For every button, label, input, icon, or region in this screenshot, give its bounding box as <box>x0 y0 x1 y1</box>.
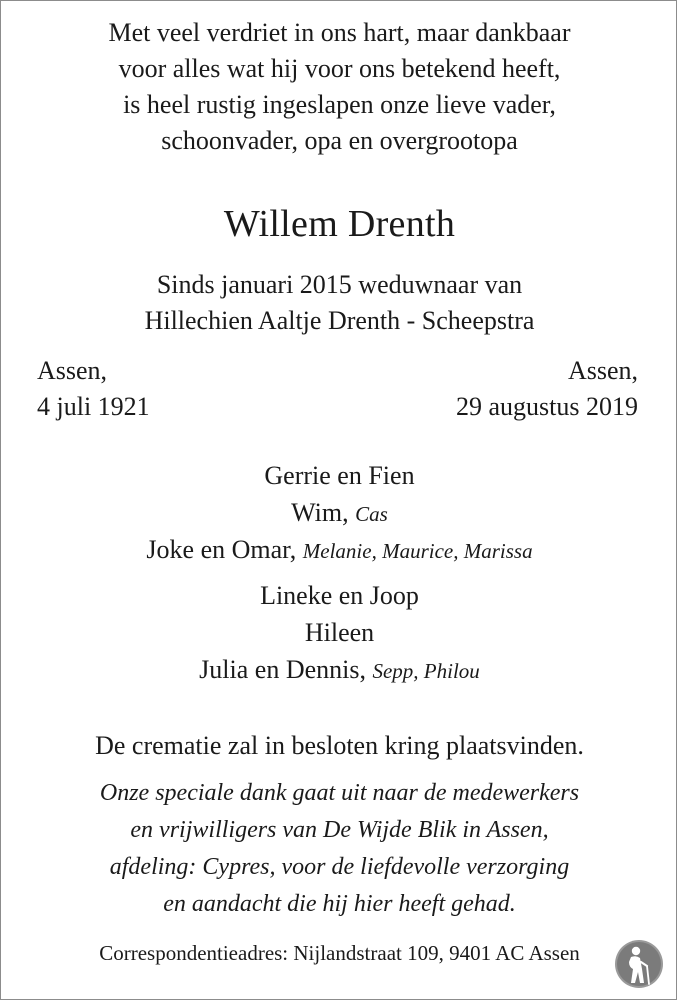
cremation-notice: De crematie zal in besloten kring plaatsvinden. <box>95 731 584 760</box>
elderly-person-with-cane-icon <box>614 939 664 989</box>
correspondence-address: Correspondentieadres: Nijlandstraat 109, 9401 AC Assen <box>99 941 580 965</box>
birth-place: Assen, <box>37 356 108 385</box>
family-member: Lineke en Joop <box>260 581 419 610</box>
family-line <box>1 460 677 492</box>
family-member: Julia en Dennis, <box>199 655 366 684</box>
family-line <box>1 497 677 530</box>
family-member: Joke en Omar, <box>146 535 297 564</box>
family-line <box>1 534 677 567</box>
intro-line: schoonvader, opa en overgrootopa <box>161 126 518 155</box>
thanks-line: afdeling: Cypres, voor de liefdevolle verzorging <box>109 854 570 880</box>
grandchildren: Sepp, Philou <box>372 659 480 683</box>
intro-line: is heel rustig ingeslapen onze lieve vader, <box>123 90 556 119</box>
grandchildren: Melanie, Maurice, Marissa <box>302 539 533 563</box>
thanks-line: en vrijwilligers van De Wijde Blik in Assen, <box>130 817 549 843</box>
intro-line: Met veel verdriet in ons hart, maar dankbaar <box>108 18 571 47</box>
family-line <box>1 580 677 612</box>
death-date: 29 augustus 2019 <box>456 392 638 421</box>
widower-line: Sinds januari 2015 weduwnaar van <box>156 270 523 299</box>
grandchildren: Cas <box>355 502 388 526</box>
family-line <box>1 654 677 687</box>
spouse-name: Hillechien Aaltje Drenth - Scheepstra <box>144 306 535 335</box>
family-line <box>1 617 677 649</box>
thanks-line: Onze speciale dank gaat uit naar de medewerkers <box>99 780 580 806</box>
family-member: Gerrie en Fien <box>264 461 415 490</box>
family-member: Hileen <box>304 618 375 647</box>
death-place: Assen, <box>567 356 638 385</box>
family-member: Wim, <box>291 498 349 527</box>
intro-line: voor alles wat hij voor ons betekend heeft, <box>118 54 561 83</box>
deceased-name: Willem Drenth <box>223 203 456 245</box>
thanks-line: en aandacht die hij hier heeft gehad. <box>163 891 516 917</box>
birth-date: 4 juli 1921 <box>37 392 150 421</box>
